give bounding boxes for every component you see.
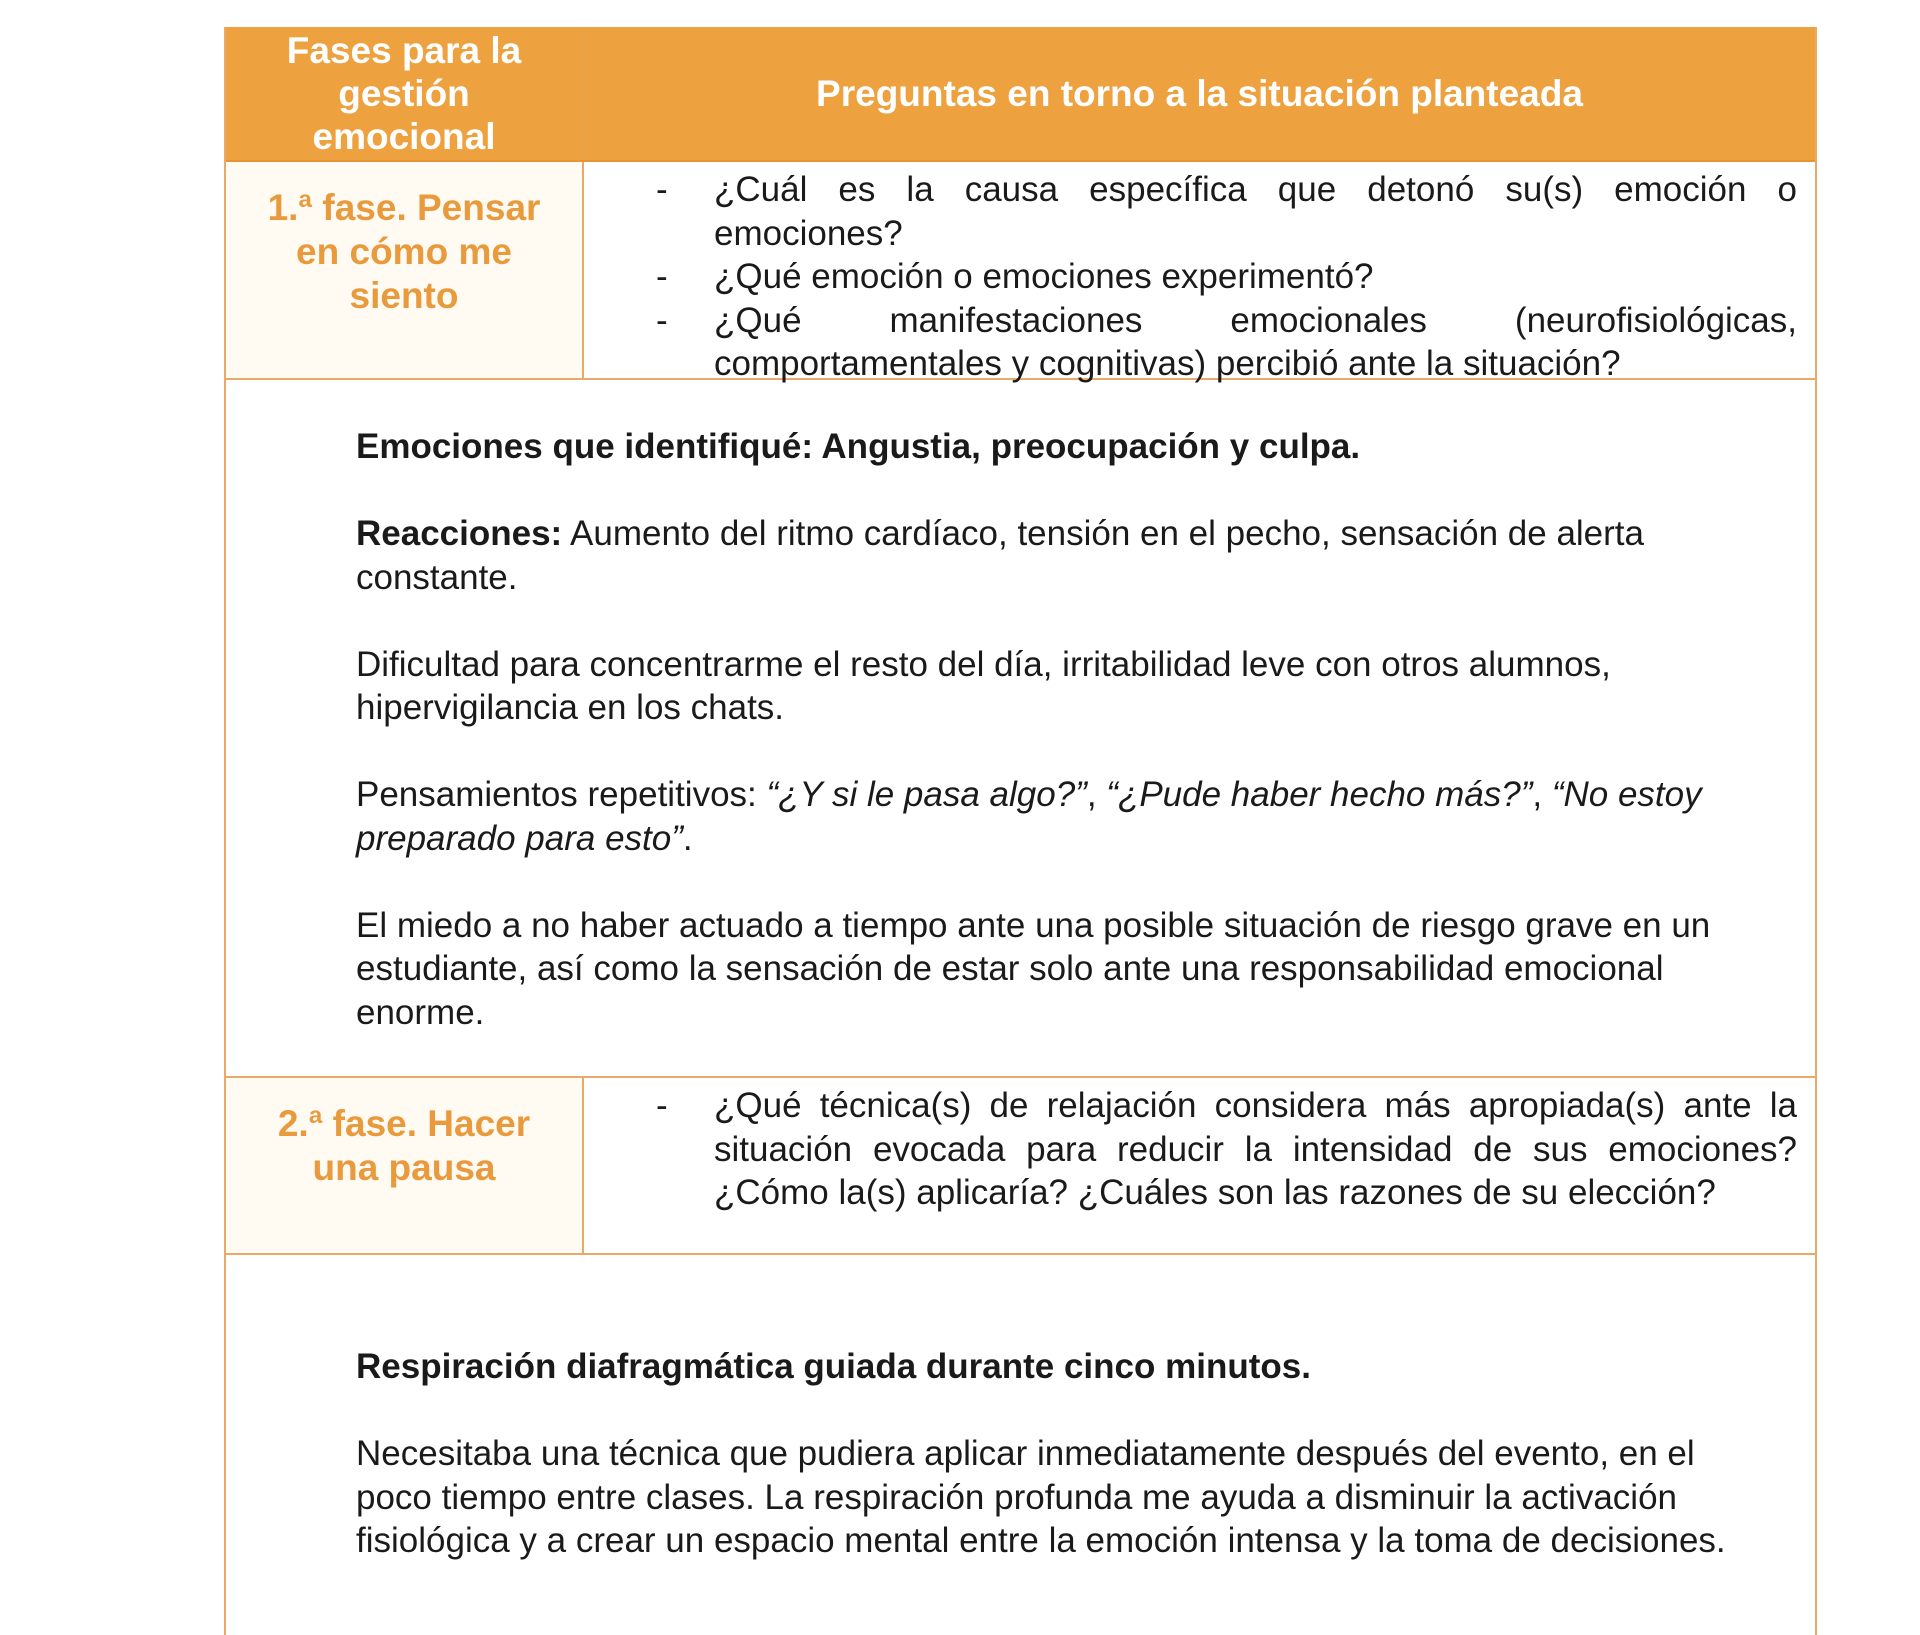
thought-quote: “¿Y si le pasa algo?” (766, 775, 1087, 814)
phase-2-questions (584, 1078, 1815, 1253)
question-list (584, 168, 1797, 386)
phase-2-label: 2.ª fase. Hacer una pausa (226, 1078, 584, 1253)
header-phase-column: Fases para la gestión emocional (226, 27, 584, 160)
emotional-management-table (224, 27, 1817, 1635)
phase-2-answer (226, 1255, 1815, 1635)
reactions-label: Reacciones: (356, 514, 563, 553)
table-header-row (226, 27, 1815, 162)
bullet-dash: - (656, 170, 668, 209)
bullet-dash: - (656, 257, 668, 296)
phase-1-answer (226, 380, 1815, 1078)
phase-1-row (226, 162, 1815, 383)
thoughts-paragraph (356, 773, 1771, 860)
technique-chosen: Respiración diafragmática guiada durante cinco minutos. (356, 1347, 1311, 1386)
question-item (584, 1084, 1797, 1215)
question-list (584, 1084, 1797, 1215)
thought-separator: , (1086, 775, 1107, 814)
thought-quote: “No estoy preparado para esto” (356, 775, 1702, 858)
question-item (584, 299, 1797, 386)
question-item (584, 168, 1797, 255)
header-questions-column: Preguntas en torno a la situación planteada (816, 72, 1583, 114)
question-text: ¿Cuál es la causa específica que detonó su(s) emoción o emociones? (714, 170, 1797, 253)
thought-end: . (682, 818, 693, 858)
phase-1-questions (584, 162, 1815, 383)
difficulty-paragraph: Dificultad para concentrarme el resto del día, irritabilidad leve con otros alumnos, hipervigilancia en los chats. (356, 644, 1611, 727)
question-text: ¿Qué emoción o emociones experimentó? (714, 257, 1374, 296)
bullet-dash: - (656, 1086, 668, 1125)
bullet-dash: - (656, 300, 668, 340)
question-text: ¿Qué manifestaciones emocionales (neurofisiológicas, comportamentales y cognitivas) percibió ante la situación? (714, 300, 1797, 383)
phase-2-row (226, 1078, 1815, 1255)
thought-separator: , (1532, 775, 1552, 814)
cause-paragraph: El miedo a no haber actuado a tiempo ante una posible situación de riesgo grave en un estudiante, así como la sensación de estar solo ante una responsabilidad emocional enorme. (356, 905, 1711, 1032)
technique-reason: Necesitaba una técnica que pudiera aplicar inmediatamente después del evento, en el poco tiempo entre clases. La respiración profunda me ayuda a disminuir la activación fisiológica y a crear un espacio mental entre la emoción intensa y la toma de decisiones. (356, 1434, 1726, 1560)
question-item (584, 255, 1797, 299)
thought-quote: “¿Pude haber hecho más?” (1106, 775, 1533, 814)
emotions-identified: Emociones que identifiqué: Angustia, preocupación y culpa. (356, 427, 1361, 466)
phase-1-label: 1.ª fase. Pensar en cómo me siento (226, 162, 584, 378)
question-text: ¿Qué técnica(s) de relajación considera más apropiada(s) ante la situación evocada para reducir la intensidad de sus emociones? ¿Cómo la(s) aplicaría? ¿Cuáles son las razones de su elección? (714, 1086, 1797, 1212)
thoughts-label: Pensamientos repetitivos: (356, 775, 767, 814)
reactions-paragraph (356, 512, 1771, 599)
reactions-text: Aumento del ritmo cardíaco, tensión en el pecho, sensación de alerta constante. (356, 514, 1644, 597)
